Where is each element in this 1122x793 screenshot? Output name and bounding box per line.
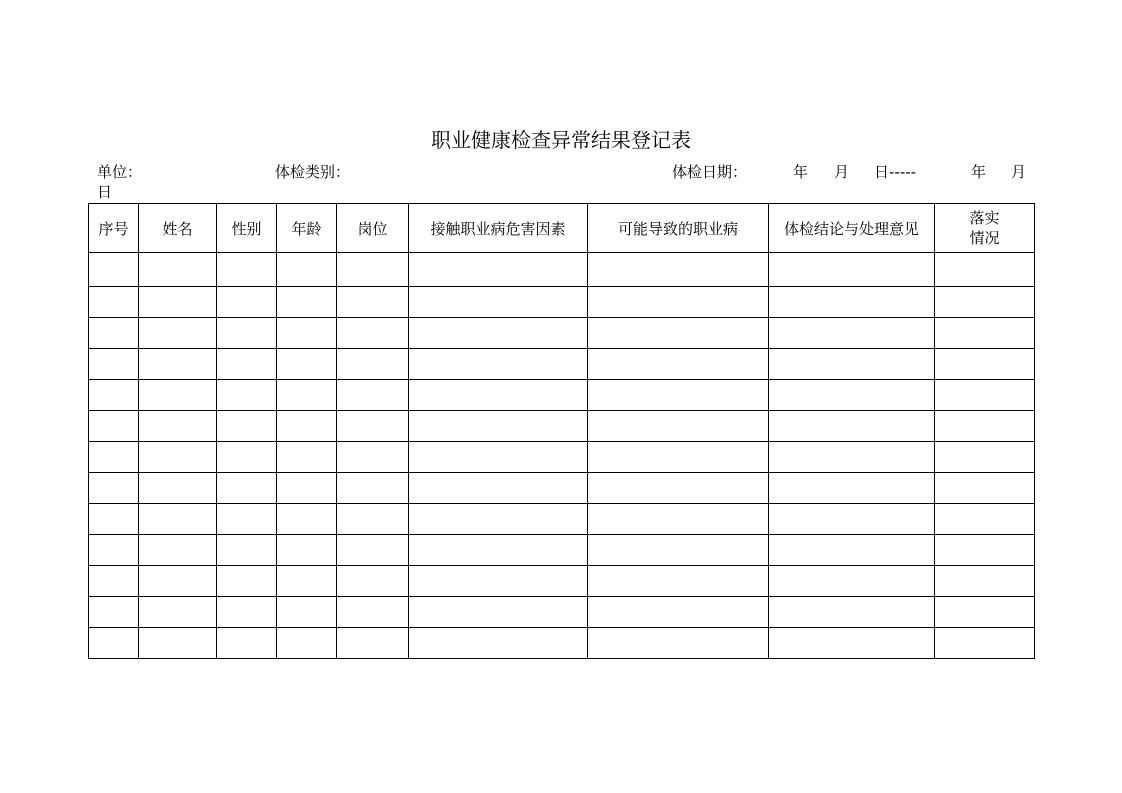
header-implementation-line2: 情况 [969,229,1000,247]
cell-name[interactable] [139,253,217,287]
cell-conclusion[interactable] [769,566,935,597]
cell-serial-number[interactable] [89,287,139,318]
cell-possible-disease[interactable] [588,253,769,287]
cell-possible-disease[interactable] [588,535,769,566]
cell-gender[interactable] [217,473,277,504]
cell-hazard-factors[interactable] [409,318,588,349]
cell-gender[interactable] [217,597,277,628]
table-body [89,253,1035,659]
table-row [89,253,1035,287]
cell-age[interactable] [277,566,337,597]
cell-implementation[interactable] [935,504,1035,535]
header-serial-number: 序号 [89,204,139,253]
date-day-start: 日----- [874,163,917,181]
header-conclusion: 体检结论与处理意见 [769,204,935,253]
cell-serial-number[interactable] [89,535,139,566]
table-row [89,504,1035,535]
cell-position[interactable] [337,566,409,597]
header-implementation [935,204,1035,253]
cell-name[interactable] [139,535,217,566]
cell-gender[interactable] [217,535,277,566]
table-row [89,411,1035,442]
cell-implementation[interactable] [935,349,1035,380]
cell-name[interactable] [139,287,217,318]
exam-date-label: 体检日期： [672,163,748,181]
table-row [89,380,1035,411]
table-header-row [89,204,1035,253]
header-position: 岗位 [337,204,409,253]
cell-implementation[interactable] [935,318,1035,349]
cell-implementation[interactable] [935,566,1035,597]
cell-position[interactable] [337,287,409,318]
cell-hazard-factors[interactable] [409,628,588,659]
table-row [89,287,1035,318]
cell-gender[interactable] [217,380,277,411]
table-row [89,597,1035,628]
cell-position[interactable] [337,380,409,411]
cell-position[interactable] [337,318,409,349]
cell-hazard-factors[interactable] [409,504,588,535]
cell-age[interactable] [277,535,337,566]
cell-implementation[interactable] [935,535,1035,566]
cell-hazard-factors[interactable] [409,535,588,566]
cell-gender[interactable] [217,566,277,597]
cell-conclusion[interactable] [769,504,935,535]
cell-gender[interactable] [217,253,277,287]
cell-name[interactable] [139,504,217,535]
cell-serial-number[interactable] [89,380,139,411]
cell-name[interactable] [139,442,217,473]
cell-age[interactable] [277,349,337,380]
cell-hazard-factors[interactable] [409,566,588,597]
cell-age[interactable] [277,473,337,504]
cell-position[interactable] [337,535,409,566]
table-row [89,349,1035,380]
cell-serial-number[interactable] [89,318,139,349]
date-year-start: 年 [793,163,809,181]
cell-position[interactable] [337,253,409,287]
cell-gender[interactable] [217,628,277,659]
cell-hazard-factors[interactable] [409,473,588,504]
header-possible-disease: 可能导致的职业病 [588,204,769,253]
cell-gender[interactable] [217,504,277,535]
cell-age[interactable] [277,504,337,535]
cell-conclusion[interactable] [769,411,935,442]
cell-hazard-factors[interactable] [409,253,588,287]
table-row [89,566,1035,597]
cell-conclusion[interactable] [769,253,935,287]
cell-serial-number[interactable] [89,473,139,504]
cell-possible-disease[interactable] [588,628,769,659]
cell-serial-number[interactable] [89,349,139,380]
cell-conclusion[interactable] [769,442,935,473]
cell-name[interactable] [139,628,217,659]
cell-conclusion[interactable] [769,318,935,349]
unit-label: 单位： [97,163,143,181]
cell-possible-disease[interactable] [588,318,769,349]
cell-serial-number[interactable] [89,411,139,442]
cell-position[interactable] [337,349,409,380]
cell-position[interactable] [337,628,409,659]
cell-possible-disease[interactable] [588,597,769,628]
exam-category-label: 体检类别： [275,163,351,181]
cell-gender[interactable] [217,442,277,473]
cell-possible-disease[interactable] [588,504,769,535]
cell-possible-disease[interactable] [588,566,769,597]
cell-implementation[interactable] [935,473,1035,504]
cell-gender[interactable] [217,287,277,318]
header-implementation-line1: 落实 [969,209,1000,227]
table-row [89,473,1035,504]
cell-name[interactable] [139,411,217,442]
cell-implementation[interactable] [935,411,1035,442]
cell-hazard-factors[interactable] [409,442,588,473]
cell-implementation[interactable] [935,597,1035,628]
cell-implementation[interactable] [935,253,1035,287]
cell-possible-disease[interactable] [588,287,769,318]
table-row [89,628,1035,659]
cell-name[interactable] [139,349,217,380]
date-month-start: 月 [834,163,850,181]
cell-conclusion[interactable] [769,628,935,659]
cell-position[interactable] [337,442,409,473]
cell-possible-disease[interactable] [588,380,769,411]
cell-possible-disease[interactable] [588,411,769,442]
cell-hazard-factors[interactable] [409,411,588,442]
cell-age[interactable] [277,380,337,411]
cell-name[interactable] [139,318,217,349]
cell-position[interactable] [337,473,409,504]
cell-conclusion[interactable] [769,380,935,411]
cell-age[interactable] [277,628,337,659]
cell-name[interactable] [139,380,217,411]
cell-age[interactable] [277,253,337,287]
cell-hazard-factors[interactable] [409,597,588,628]
cell-serial-number[interactable] [89,628,139,659]
cell-serial-number[interactable] [89,566,139,597]
cell-age[interactable] [277,442,337,473]
header-age: 年龄 [277,204,337,253]
cell-implementation[interactable] [935,628,1035,659]
cell-hazard-factors[interactable] [409,287,588,318]
date-month-end: 月 [1011,163,1027,181]
cell-name[interactable] [139,597,217,628]
cell-position[interactable] [337,597,409,628]
cell-possible-disease[interactable] [588,473,769,504]
cell-position[interactable] [337,504,409,535]
cell-age[interactable] [277,597,337,628]
cell-possible-disease[interactable] [588,349,769,380]
header-hazard-factors: 接触职业病危害因素 [409,204,588,253]
cell-age[interactable] [277,318,337,349]
date-year-end: 年 [971,163,987,181]
cell-gender[interactable] [217,349,277,380]
form-title: 职业健康检查异常结果登记表 [431,128,691,152]
cell-serial-number[interactable] [89,597,139,628]
cell-hazard-factors[interactable] [409,380,588,411]
table-row [89,318,1035,349]
cell-conclusion[interactable] [769,349,935,380]
cell-conclusion[interactable] [769,473,935,504]
cell-name[interactable] [139,566,217,597]
cell-hazard-factors[interactable] [409,349,588,380]
table-row [89,442,1035,473]
cell-implementation[interactable] [935,287,1035,318]
cell-possible-disease[interactable] [588,442,769,473]
cell-name[interactable] [139,473,217,504]
cell-gender[interactable] [217,411,277,442]
table-row [89,535,1035,566]
cell-serial-number[interactable] [89,442,139,473]
cell-gender[interactable] [217,318,277,349]
cell-conclusion[interactable] [769,535,935,566]
cell-age[interactable] [277,411,337,442]
abnormal-results-table [88,203,1035,659]
cell-serial-number[interactable] [89,504,139,535]
cell-implementation[interactable] [935,442,1035,473]
header-gender: 性别 [217,204,277,253]
cell-implementation[interactable] [935,380,1035,411]
date-day-end: 日 [97,183,113,201]
cell-conclusion[interactable] [769,597,935,628]
cell-age[interactable] [277,287,337,318]
cell-serial-number[interactable] [89,253,139,287]
cell-position[interactable] [337,411,409,442]
header-name: 姓名 [139,204,217,253]
cell-conclusion[interactable] [769,287,935,318]
